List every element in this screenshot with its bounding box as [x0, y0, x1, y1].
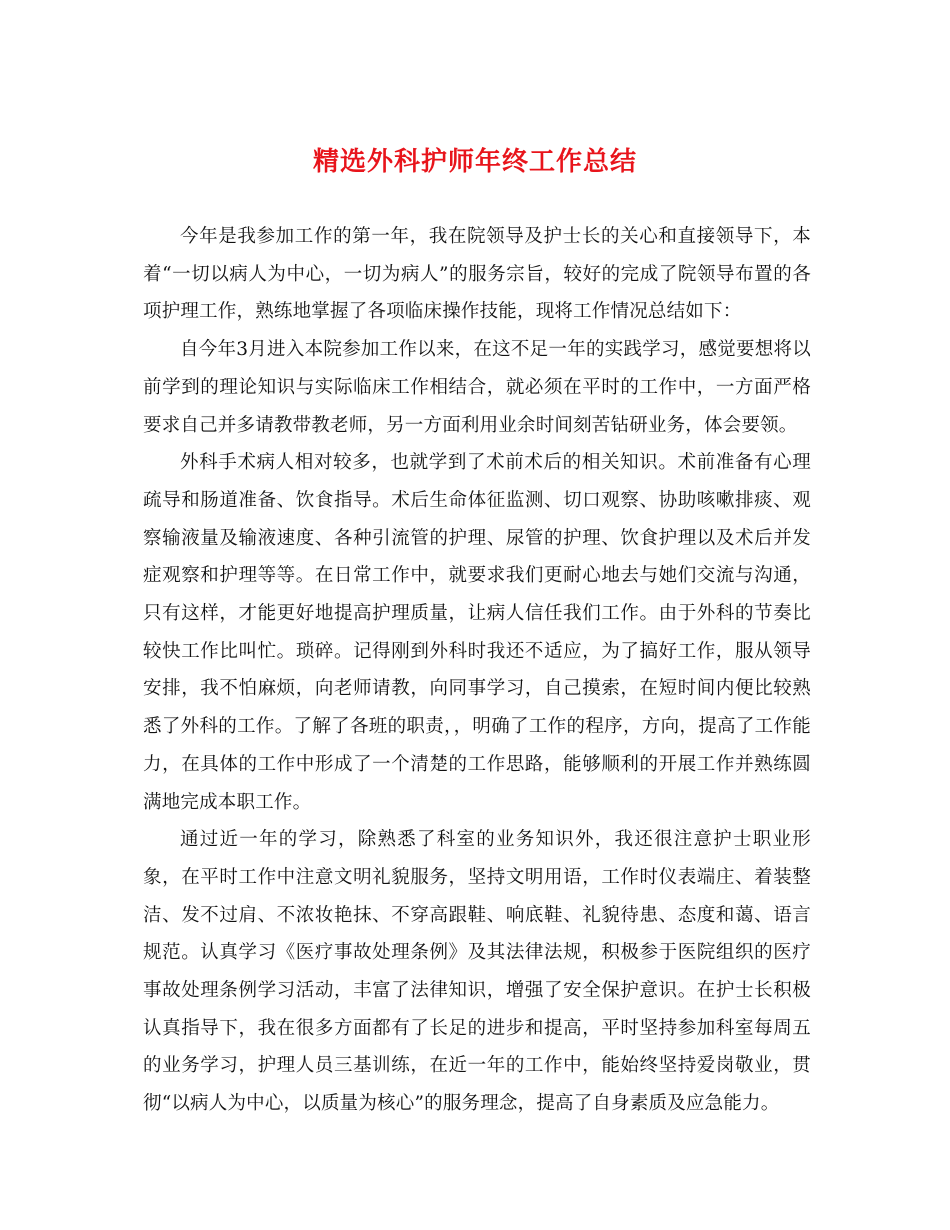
document-body	[143, 218, 811, 1123]
paragraph-surgery-care: 外科手术病人相对较多，也就学到了术前术后的相关知识。术前准备有心理疏导和肠道准备、饮食指导。术后生命体征监测、切口观察、协助咳嗽排痰、观察输液量及输液速度、各种引流管的护理、尿管的护理、饮食护理以及术后并发症观察和护理等等。在日常工作中，就要求我们更耐心地去与她们交流与沟通，只有这样，才能更好地提高护理质量，让病人信任我们工作。由于外科的节奏比较快工作比叫忙。琐碎。记得刚到外科时我还不适应，为了搞好工作，服从领导安排，我不怕麻烦，向老师请教，向同事学习，自己摸索，在短时间内便比较熟悉了外科的工作。了解了各班的职责，，明确了工作的程序，方向，提高了工作能力，在具体的工作中形成了一个清楚的工作思路，能够顺利的开展工作并熟练圆满地完成本职工作。	[143, 452, 811, 813]
document-title: 精选外科护师年终工作总结	[312, 147, 637, 177]
paragraph-intro: 今年是我参加工作的第一年，我在院领导及护士长的关心和直接领导下，本着“一切以病人为中心，一切为病人”的服务宗旨，较好的完成了院领导布置的各项护理工作，熟练地掌握了各项临床操作技能，现将工作情况总结如下：	[143, 226, 811, 323]
paragraph-professional-image: 通过近一年的学习，除熟悉了科室的业务知识外，我还很注意护士职业形象，在平时工作中注意文明礼貌服务，坚持文明用语，工作时仪表端庄、着装整洁、发不过肩、不浓妆艳抹、不穿高跟鞋、响底鞋、礼貌待患、态度和蔼、语言规范。认真学习《医疗事故处理条例》及其法律法规，积极参于医院组织的医疗事故处理条例学习活动，丰富了法律知识，增强了安全保护意识。在护士长积极认真指导下，我在很多方面都有了长足的进步和提高，平时坚持参加科室每周五的业务学习，护理人员三基训练，在近一年的工作中，能始终坚持爱岗敬业，贯彻“以病人为中心，以质量为核心”的服务理念，提高了自身素质及应急能力。	[143, 829, 811, 1115]
paragraph-learning: 自今年3月进入本院参加工作以来，在这不足一年的实践学习，感觉要想将以前学到的理论知识与实际临床工作相结合，就必须在平时的工作中，一方面严格要求自己并多请教带教老师，另一方面利用业余时间刻苦钻研业务，体会要领。	[143, 339, 811, 436]
